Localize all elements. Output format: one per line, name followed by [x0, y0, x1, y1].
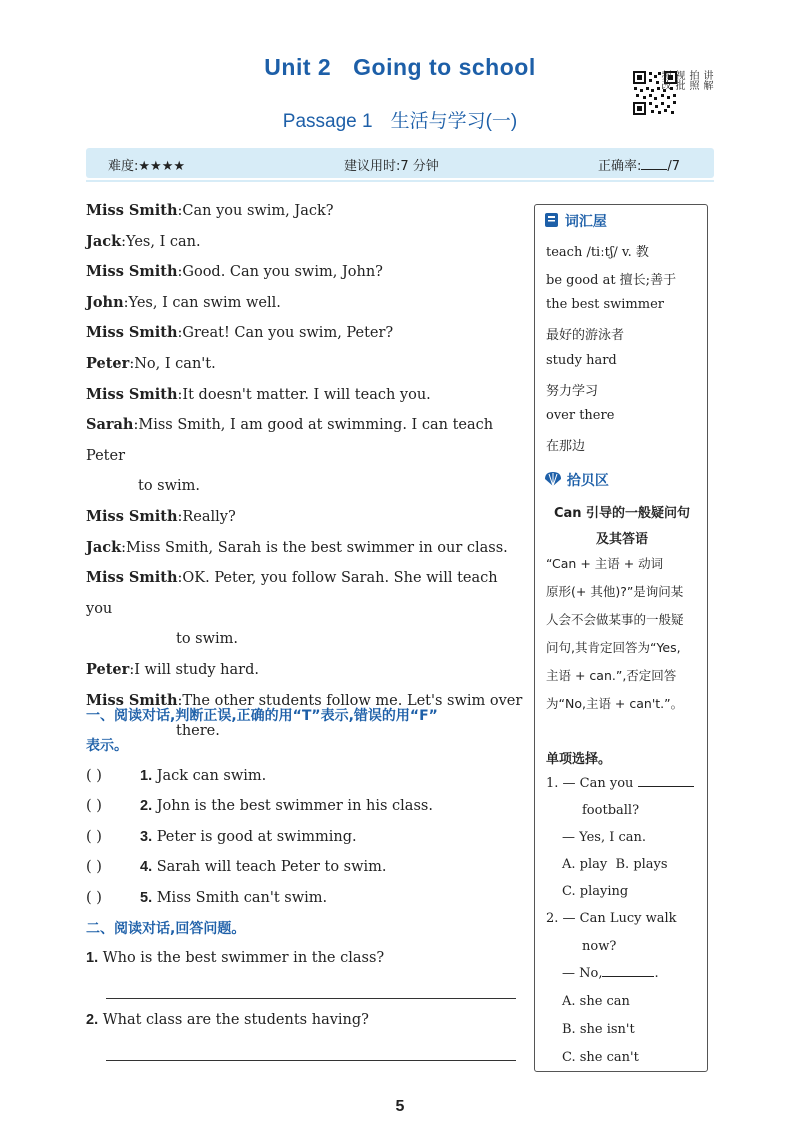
tf-item: ( ) 5. Miss Smith can't swim. — [86, 883, 526, 913]
answer-paren[interactable]: ( ) — [86, 768, 102, 784]
dialogue-line: Miss Smith:OK. Peter, you follow Sarah. She will teach you to swim. — [86, 569, 498, 648]
unit-number: Unit 2 — [264, 54, 332, 80]
option-b[interactable]: B. plays — [615, 857, 668, 872]
dialogue-line: Jack:Miss Smith, Sarah is the best swimmer in our class. — [86, 538, 508, 556]
dialogue-line: Miss Smith:Really? — [86, 507, 236, 525]
tips-heading: 拾贝区 — [544, 470, 609, 490]
tf-item: ( ) 1. Jack can swim. — [86, 761, 526, 791]
dialogue-line: Miss Smith:Good. Can you swim, John? — [86, 263, 383, 281]
mcq-1-blank[interactable] — [638, 786, 694, 787]
vocab-item: the best swimmer — [546, 297, 664, 312]
passage-name: 生活与学习(一) — [390, 111, 518, 132]
vocab-item: teach /tiːtʃ/ v. 教 — [546, 245, 649, 260]
vocab-item: over there — [546, 408, 615, 423]
accuracy-blank[interactable] — [641, 169, 667, 170]
dialogue-line: Miss Smith:Can you swim, Jack? — [86, 202, 334, 219]
page-number: 5 — [395, 1098, 405, 1115]
option-c[interactable]: C. she can't — [562, 1050, 639, 1065]
dialogue-line: Miss Smith:Great! Can you swim, Peter? — [86, 324, 394, 342]
mcq-2-line1: 2. — Can Lucy walk — [546, 911, 677, 926]
tips-title-1: Can 引导的一般疑问句 — [553, 506, 691, 521]
vocab-item: be good at 擅长;善于 — [546, 273, 677, 288]
mcq-1-line1: 1. — Can you — [546, 776, 694, 791]
section-1-heading: 一、阅读对话,判断正误,正确的用“T”表示,错误的用“F” 表示。 — [86, 708, 438, 754]
dialogue-line: Sarah:Miss Smith, I am good at swimming. I can teach Peter to swim. — [86, 416, 494, 495]
mcq-2-blank[interactable] — [602, 976, 654, 977]
option-c[interactable]: C. playing — [562, 884, 629, 899]
mcq-1-line2: football? — [582, 803, 640, 818]
answer-paren[interactable]: ( ) — [86, 889, 102, 906]
vocab-heading: 词汇屋 — [544, 211, 607, 231]
shell-icon — [544, 471, 562, 487]
dialogue-line: Miss Smith:It doesn't matter. I will teach you. — [86, 385, 431, 403]
dialogue-line: Peter:No, I can't. — [86, 354, 216, 372]
answer-paren[interactable]: ( ) — [86, 828, 102, 845]
option-a[interactable]: A. play — [562, 857, 608, 872]
dialogue-line: Peter:I will study hard. — [86, 660, 259, 678]
vocab-item: 努力学习 — [546, 384, 599, 399]
vocab-item: 在那边 — [546, 439, 586, 454]
mcq-2-line2: now? — [582, 939, 617, 954]
tf-item: ( ) 4. Sarah will teach Peter to swim. — [86, 852, 526, 882]
info-bar — [86, 148, 714, 178]
tips-title-2: 及其答语 — [595, 532, 648, 547]
question-1: 1. Who is the best swimmer in the class? — [86, 950, 385, 966]
book-icon — [544, 212, 560, 228]
tips-body: “Can + 主语 + 动词 原形(+ 其他)?”是询问某 人会不会做某事的一般疑 问句,其肯定回答为“Yes, 主语 + can.”,否定回答 为“No,主语 + can't.”。 — [546, 556, 684, 711]
mcq-1-line3: — Yes, I can. — [562, 830, 647, 845]
tf-item: ( ) 3. Peter is good at swimming. — [86, 822, 526, 852]
qr-label: 讲解 拍照 视批 频改 — [659, 70, 712, 90]
mcq-1-options-ab — [562, 857, 668, 872]
answer-line-2[interactable] — [106, 1060, 516, 1061]
section-2-heading: 二、阅读对话,回答问题。 — [86, 921, 246, 937]
divider — [86, 180, 714, 182]
dialogue-line: Jack:Yes, I can. — [86, 232, 201, 250]
answer-line-1[interactable] — [106, 998, 516, 999]
difficulty-rating: 难度:★★★★ — [108, 159, 185, 174]
vocab-item: 最好的游泳者 — [546, 328, 625, 343]
option-a[interactable]: A. she can — [562, 994, 630, 1009]
dialogue — [86, 196, 526, 747]
unit-name: Going to school — [353, 54, 536, 80]
answer-paren[interactable]: ( ) — [86, 798, 102, 815]
passage-number: Passage 1 — [282, 111, 373, 132]
mcq-2-line3: — No, . — [562, 966, 659, 981]
vocab-item: study hard — [546, 353, 617, 368]
dialogue-line: John:Yes, I can swim well. — [86, 293, 281, 311]
option-b[interactable]: B. she isn't — [562, 1022, 635, 1037]
accuracy: 正确率: /7 — [598, 159, 681, 174]
tf-item: ( ) 2. John is the best swimmer in his class. — [86, 791, 526, 821]
question-2: 2. What class are the students having? — [86, 1012, 369, 1028]
true-false-list — [86, 761, 526, 913]
suggested-time: 建议用时:7 分钟 — [344, 159, 439, 174]
mcq-heading: 单项选择。 — [546, 752, 612, 767]
answer-paren[interactable]: ( ) — [86, 859, 102, 876]
dialogue-line: Miss Smith:The other students follow me. Let's swim over there. — [86, 691, 523, 740]
